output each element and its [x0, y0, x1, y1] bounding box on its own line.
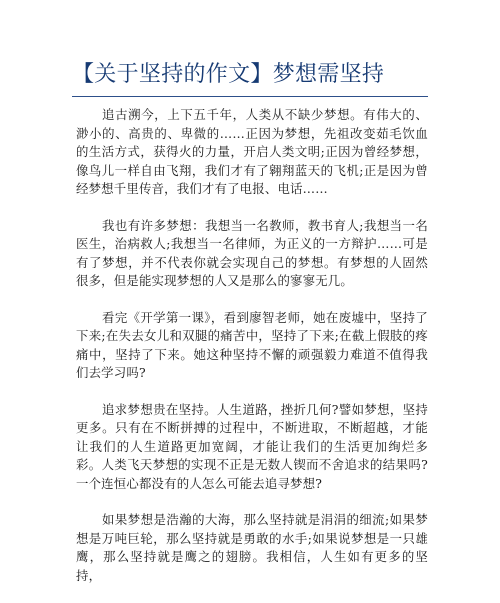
- title-divider: [72, 96, 428, 97]
- article-title: 【关于坚持的作文】梦想需坚持: [72, 62, 385, 87]
- article-paragraph-1: 追古溯今，上下五千年，人类从不缺少梦想。有伟大的、渺小的、高贵的、卑微的……正因为梦想，先祖改变茹毛饮血的生活方式，获得火的力量，开启人类文明;正因为曾经梦想，像鸟儿一样自由飞翔，我们才有了翱翔蓝天的飞机;正是因为曾经梦想千里传音，我们才有了电报、电话……: [76, 107, 428, 196]
- article-body: [76, 106, 428, 603]
- article-paragraph-2: 我也有许多梦想：我想当一名教师，教书育人;我想当一名医生，治病救人;我想当一名律师，为正义的一方辩护……可是有了梦想，并不代表你就会实现自己的梦想。有梦想的人固然很多，但是能实现梦想的人又是那么的寥寥无几。: [76, 217, 428, 288]
- article-paragraph-4: 追求梦想贵在坚持。人生道路，挫折几何?譬如梦想，坚持更多。只有在不断拼搏的过程中，不断进取，不断超越，才能让我们的人生道路更加宽阔，才能让我们的生活更加绚烂多彩。人类飞天梦想的实现不正是无数人锲而不舍追求的结果吗?一个连恒心都没有的人怎么可能去追寻梦想?: [76, 401, 428, 491]
- article-paragraph-5: 如果梦想是浩瀚的大海，那么坚持就是涓涓的细流;如果梦想是万吨巨轮，那么坚持就是勇敢的水手;如果说梦想是一只雄鹰，那么坚持就是鹰之的翅膀。我相信，人生如有更多的坚持，: [76, 512, 428, 583]
- article-paragraph-3: 看完《开学第一课》，看到廖智老师，她在废墟中，坚持了下来;在失去女儿和双腿的痛苦中，坚持了下来;在截上假肢的疼痛中，坚持了下来。她这种坚持不懈的顽强毅力难道不值得我们去学习吗?: [76, 309, 428, 380]
